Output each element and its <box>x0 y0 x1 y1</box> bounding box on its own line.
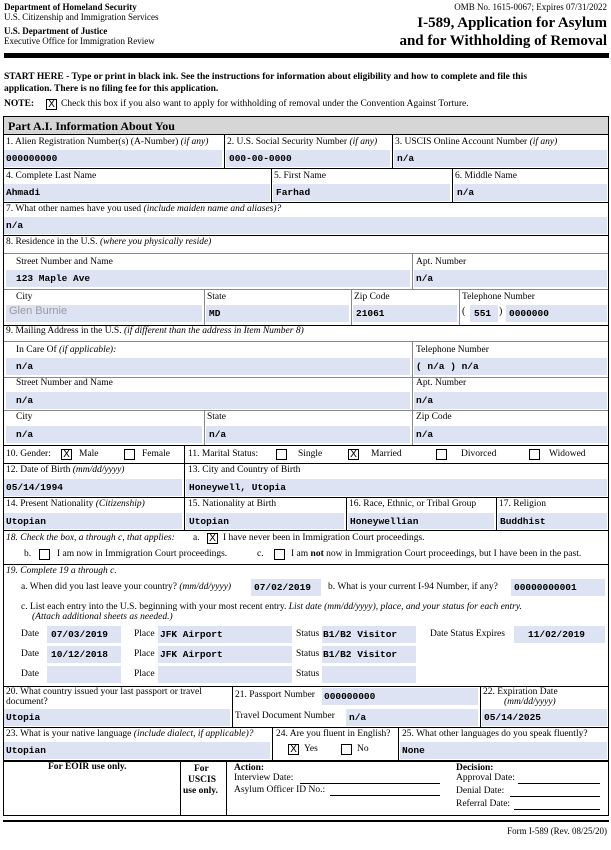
q8-street-label: Street Number and Name <box>16 257 113 267</box>
denial-date-label: Denial Date: <box>456 786 505 796</box>
uscis-heading: U.S. Citizenship and Immigration Services <box>4 12 159 22</box>
q9-phone-label: Telephone Number <box>416 345 489 355</box>
divider <box>4 202 608 203</box>
passport-expiry-value: 05/14/2025 <box>484 712 542 723</box>
marital-single-checkbox[interactable] <box>276 449 287 460</box>
intro-line-2: application. There is no filing fee for this application. <box>4 84 219 94</box>
referral-date-line[interactable] <box>514 809 600 810</box>
birthplace-value: Honeywell, Utopia <box>189 482 286 493</box>
q18b-letter: b. <box>24 549 32 559</box>
action-label: Action: <box>234 763 265 773</box>
english-no-label: No <box>357 744 369 754</box>
entry3-status-label: Status <box>296 669 320 679</box>
q9-zip-label: Zip Code <box>416 412 452 422</box>
q19c-note: (Attach additional sheets as needed.) <box>32 612 173 622</box>
residence-street-value: 123 Maple Ave <box>16 273 91 284</box>
q4-label: 4. Complete Last Name <box>6 171 97 181</box>
entry3-date-label: Date <box>21 669 39 679</box>
divider <box>4 727 608 728</box>
note-text: Check this box if you also want to apply for withholding of removal under the Convention Against Torture. <box>61 99 469 109</box>
mailing-zip-value: n/a <box>416 429 434 440</box>
care-of-value: n/a <box>16 361 34 372</box>
entry1-expires-value: 11/02/2019 <box>528 629 586 640</box>
travel-doc-value: n/a <box>349 712 367 723</box>
entry1-place-value: JFK Airport <box>160 629 223 640</box>
divider <box>204 410 205 445</box>
q8-phone-label: Telephone Number <box>462 292 535 302</box>
uscis-use-label-2: USCIS <box>188 775 216 785</box>
entry2-place-value: JFK Airport <box>160 649 223 660</box>
divider <box>496 497 497 530</box>
eoir-use-label: For EOIR use only. <box>48 762 127 772</box>
doj-heading: U.S. Department of Justice <box>4 26 108 36</box>
mailing-zip-field[interactable] <box>414 426 607 443</box>
english-yes-checkbox[interactable]: X <box>288 744 299 755</box>
mailing-city-value: n/a <box>16 429 34 440</box>
uscis-use-label-3: use only. <box>183 786 218 796</box>
first-name-value: Farhad <box>276 187 311 198</box>
passport-number-value: 000000000 <box>324 691 376 702</box>
divider <box>226 762 227 816</box>
other-names-field[interactable] <box>4 217 607 234</box>
officer-id-line[interactable] <box>330 795 440 796</box>
residence-zip-value: 21061 <box>356 308 385 319</box>
past-court-checkbox[interactable] <box>274 549 285 560</box>
entry3-place-label: Place <box>134 669 155 679</box>
uscis-use-label-1: For <box>194 764 209 774</box>
divider <box>4 530 608 531</box>
divider <box>4 445 608 446</box>
never-in-court-checkbox[interactable]: X <box>207 533 218 544</box>
residence-area-code-value: 551 <box>474 308 492 319</box>
form-title-1: I-589, Application for Asylum <box>417 15 607 31</box>
residence-city-value: Glen Burnie <box>9 305 68 317</box>
divider <box>412 377 413 410</box>
header-rule <box>4 53 609 58</box>
gender-female-checkbox[interactable] <box>124 449 135 460</box>
interview-date-line[interactable] <box>300 783 440 784</box>
part-title: Part A.I. Information About You <box>8 119 175 133</box>
entry2-place-label: Place <box>134 649 155 659</box>
native-language-value: Utopian <box>6 745 46 756</box>
divider <box>398 727 399 760</box>
divider <box>412 410 413 445</box>
q22-label: 22. Expiration Date <box>483 687 558 697</box>
marital-divorced-checkbox[interactable] <box>436 449 447 460</box>
entry2-status-value: B1/B2 Visitor <box>323 649 398 660</box>
marital-widowed-checkbox[interactable] <box>529 449 540 460</box>
q15-label: 15. Nationality at Birth <box>188 499 277 509</box>
divider <box>224 135 225 168</box>
ethnic-group-value: Honeywellian <box>350 516 419 527</box>
decision-label: Decision: <box>456 763 494 773</box>
last-name-field[interactable] <box>4 184 270 201</box>
q13-label: 13. City and Country of Birth <box>188 465 301 475</box>
q18a-letter: a. <box>193 533 200 543</box>
divider <box>412 253 413 289</box>
q8-city-label: City <box>16 292 33 302</box>
entry2-date-value: 10/12/2018 <box>51 649 109 660</box>
now-in-court-checkbox[interactable] <box>39 549 50 560</box>
q25-label: 25. What other languages do you speak fluently? <box>402 729 588 739</box>
q18-label: 18. Check the box, a through c, that applies: <box>6 533 175 543</box>
entry3-status-field[interactable] <box>322 666 416 683</box>
divider <box>4 168 608 169</box>
travel-doc-label: Travel Document Number <box>235 711 335 721</box>
residence-apt-field[interactable] <box>414 270 607 287</box>
i94-value: 00000000001 <box>514 582 577 593</box>
divider <box>459 289 460 325</box>
q9-apt-label: Apt. Number <box>416 378 467 388</box>
divider <box>4 564 608 565</box>
footer-rule <box>3 820 609 822</box>
entry1-date-value: 07/03/2019 <box>51 629 109 640</box>
q5-label: 5. First Name <box>274 171 326 181</box>
q18b-text: I am now in Immigration Court proceedings. <box>57 549 228 559</box>
cat-checkbox[interactable]: X <box>46 99 57 110</box>
mailing-city-field[interactable] <box>6 426 202 443</box>
other-languages-field[interactable] <box>400 742 607 759</box>
nationality-value: Utopian <box>6 516 46 527</box>
other-languages-value: None <box>402 745 425 756</box>
q8-zip-label: Zip Code <box>354 292 390 302</box>
marital-divorced-label: Divorced <box>461 449 497 459</box>
marital-widowed-label: Widowed <box>549 449 586 459</box>
q19-label: 19. Complete 19 a through c. <box>6 566 117 576</box>
note-label: NOTE: <box>4 99 35 109</box>
divider <box>4 235 608 236</box>
q7-label: 7. What other names have you used (include maiden name and aliases)? <box>6 204 282 214</box>
english-yes-label: Yes <box>304 744 318 754</box>
q14-label: 14. Present Nationality (Citizenship) <box>6 499 145 509</box>
divider <box>4 289 608 290</box>
divider <box>232 686 233 727</box>
q10-label: 10. Gender: <box>6 449 51 459</box>
approval-date-line[interactable] <box>518 783 600 784</box>
q17-label: 17. Religion <box>499 499 546 509</box>
q9-state-label: State <box>207 412 226 422</box>
middle-name-field[interactable] <box>454 184 607 201</box>
residence-phone-value: 0000000 <box>509 308 549 319</box>
q9-careof-label: In Care Of (if applicable): <box>16 345 117 355</box>
divider <box>204 289 205 325</box>
divider <box>4 341 608 342</box>
divider <box>271 168 272 202</box>
officer-id-label: Asylum Officer ID No.: <box>234 785 326 795</box>
q20-label-1: 20. What country issued your last passport or travel <box>6 687 202 697</box>
q19a-label: a. When did you last leave your country? (mm/dd/yyyy) <box>21 582 232 592</box>
dob-value: 05/14/1994 <box>6 482 64 493</box>
dhs-heading: Department of Homeland Security <box>4 2 137 12</box>
entry2-date-label: Date <box>21 649 39 659</box>
marital-married-checkbox[interactable]: X <box>348 449 359 460</box>
q21-label: 21. Passport Number <box>235 690 315 700</box>
divider <box>351 289 352 325</box>
approval-date-label: Approval Date: <box>456 773 515 783</box>
care-of-field[interactable] <box>6 358 410 375</box>
q20-label-2: document? <box>6 697 48 707</box>
uscis-account-field[interactable] <box>394 150 607 167</box>
ssn-value: 000-00-0000 <box>229 153 292 164</box>
q3-label: 3. USCIS Online Account Number (if any) <box>395 137 558 147</box>
q23-label: 23. What is your native language (include dialect, if applicable)? <box>6 729 254 739</box>
gender-female-label: Female <box>142 449 170 459</box>
entry2-status-label: Status <box>296 649 320 659</box>
referral-date-label: Referral Date: <box>456 799 511 809</box>
entry3-place-field[interactable] <box>158 666 292 683</box>
mailing-state-field[interactable] <box>206 426 410 443</box>
omb-number: OMB No. 1615-0067; Expires 07/31/2022 <box>454 2 607 12</box>
uscis-account-value: n/a <box>397 153 415 164</box>
q8-label: 8. Residence in the U.S. (where you physically reside) <box>6 237 212 247</box>
mailing-apt-field[interactable] <box>414 392 607 409</box>
divider <box>4 463 608 464</box>
divider <box>4 253 608 254</box>
last-name-value: Ahmadi <box>6 187 41 198</box>
q6-label: 6. Middle Name <box>455 171 518 181</box>
entry1-place-label: Place <box>134 629 155 639</box>
q9-label: 9. Mailing Address in the U.S. (if different than the address in Item Number 8) <box>6 326 304 336</box>
divider <box>346 497 347 530</box>
last-leave-date-value: 07/02/2019 <box>254 582 312 593</box>
q12-label: 12. Date of Birth (mm/dd/yyyy) <box>6 465 125 475</box>
entry1-date-label: Date <box>21 629 39 639</box>
denial-date-line[interactable] <box>510 796 600 797</box>
residence-apt-value: n/a <box>416 273 434 284</box>
middle-name-value: n/a <box>457 187 475 198</box>
divider <box>184 497 185 530</box>
q18c-text: I am not now in Immigration Court proceedings, but I have been in the past. <box>291 549 582 559</box>
divider <box>4 410 608 411</box>
eoir-heading: Executive Office for Immigration Review <box>4 36 155 46</box>
q2-label: 2. U.S. Social Security Number (if any) <box>227 137 378 147</box>
religion-value: Buddhist <box>500 516 546 527</box>
entry1-status-label: Status <box>296 629 320 639</box>
intro-line-1: START HERE - Type or print in black ink. See the instructions for information about eligibility and how to complete and file this <box>4 72 528 82</box>
q16-label: 16. Race, Ethnic, or Tribal Group <box>349 499 477 509</box>
q19b-label: b. What is your current I-94 Number, if any? <box>328 582 498 592</box>
divider <box>180 762 181 816</box>
divider <box>4 497 608 498</box>
other-names-value: n/a <box>6 220 24 231</box>
mailing-street-value: n/a <box>16 395 34 406</box>
q8-state-label: State <box>207 292 226 302</box>
entry1-status-value: B1/B2 Visitor <box>323 629 398 640</box>
interview-date-label: Interview Date: <box>234 773 294 783</box>
gender-male-label: Male <box>79 449 99 459</box>
q9-city-label: City <box>16 412 33 422</box>
q19c-label: c. List each entry into the U.S. beginning with your most recent entry. List date (mm/dd/yyyy), place, and your status for each entry. <box>21 602 522 612</box>
mailing-street-field[interactable] <box>6 392 410 409</box>
english-no-checkbox[interactable] <box>341 744 352 755</box>
divider <box>412 341 413 377</box>
divider <box>392 135 393 168</box>
residence-state-value: MD <box>209 308 221 319</box>
q11-label: 11. Marital Status: <box>188 449 259 459</box>
q18a-text: I have never been in Immigration Court proceedings. <box>223 533 425 543</box>
divider <box>452 168 453 202</box>
mailing-apt-value: n/a <box>416 395 434 406</box>
divider <box>184 463 185 497</box>
form-revision: Form I-589 (Rev. 08/25/20) <box>507 826 607 836</box>
phone-paren-close: ) <box>499 306 503 317</box>
divider <box>272 727 273 760</box>
q9-street-label: Street Number and Name <box>16 378 113 388</box>
q8-apt-label: Apt. Number <box>416 257 467 267</box>
q18c-letter: c. <box>257 549 264 559</box>
entry3-date-field[interactable] <box>47 666 121 683</box>
form-title-2: and for Withholding of Removal <box>399 33 607 49</box>
divider <box>480 686 481 727</box>
marital-single-label: Single <box>298 449 323 459</box>
passport-country-value: Utopia <box>6 712 41 723</box>
q1-label: 1. Alien Registration Number(s) (A-Number) (if any) <box>6 137 209 147</box>
mailing-state-value: n/a <box>209 429 227 440</box>
birth-nationality-value: Utopian <box>189 516 229 527</box>
residence-state-field[interactable] <box>206 305 349 322</box>
phone-paren-open: ( <box>462 306 466 317</box>
q22-format: (mm/dd/yyyy) <box>504 697 556 707</box>
q24-label: 24. Are you fluent in English? <box>276 729 391 739</box>
marital-married-label: Married <box>371 449 402 459</box>
gender-male-checkbox[interactable]: X <box>61 449 72 460</box>
divider <box>184 445 185 464</box>
entry1-expires-label: Date Status Expires <box>430 629 505 639</box>
a-number-value: 000000000 <box>6 153 58 164</box>
mailing-phone-value: ( n/a ) n/a <box>416 361 479 372</box>
